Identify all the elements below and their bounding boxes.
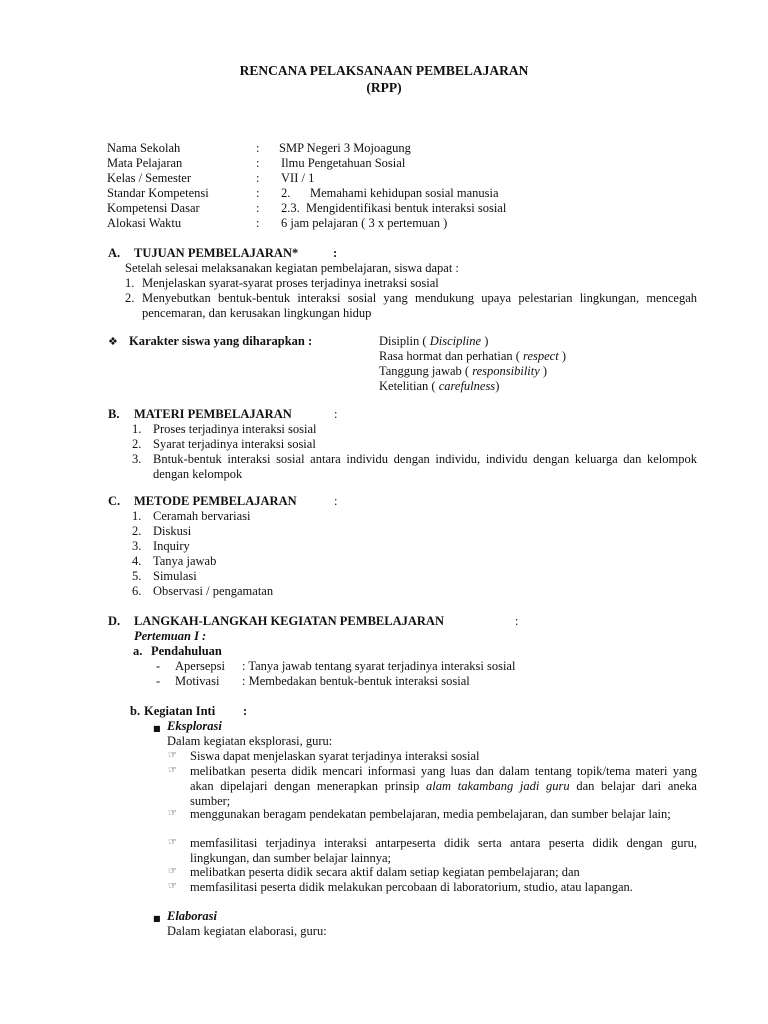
identity-colon: : xyxy=(256,141,260,155)
document-subtitle: (RPP) xyxy=(366,80,402,95)
eksplorasi-item: memfasilitasi terjadinya interaksi antarpeserta didik serta antara peserta didik dengan guru, lingkungan, dan sumber belajar lainnya; xyxy=(190,836,697,865)
identity-value: SMP Negeri 3 Mojoagung xyxy=(279,141,411,155)
section-intro: Setelah selesai melaksanakan kegiatan pembelajaran, siswa dapat : xyxy=(125,261,459,275)
section-heading: METODE PEMBELAJARAN xyxy=(134,494,297,508)
sub-letter: b. xyxy=(130,704,141,718)
karakter-item: Disiplin ( Discipline ) xyxy=(379,334,489,348)
karakter-heading: Karakter siswa yang diharapkan : xyxy=(129,334,313,348)
eksplorasi-item: Siswa dapat menjelaskan syarat terjadinya interaksi sosial xyxy=(190,749,480,763)
list-item: Bntuk-bentuk interaksi sosial antara individu dengan individu, individu dengan keluarga dan kelompok dengan kelompok xyxy=(153,452,697,481)
identity-colon: : xyxy=(256,216,260,230)
section-colon: : xyxy=(333,246,338,260)
square-bullet-icon: ■ xyxy=(153,724,161,733)
list-item: Ceramah bervariasi xyxy=(153,509,251,523)
identity-value: Mengidentifikasi bentuk interaksi sosial xyxy=(306,201,507,215)
eksplorasi-item: melibatkan peserta didik secara aktif dalam setiap kegiatan pembelajaran; dan xyxy=(190,865,580,879)
list-item: Diskusi xyxy=(153,524,192,538)
list-number: 2. xyxy=(132,437,142,451)
list-item: Simulasi xyxy=(153,569,197,583)
document-title: RENCANA PELAKSANAAN PEMBELAJARAN xyxy=(239,63,529,78)
list-item: Menjelaskan syarat-syarat proses terjadinya inetraksi sosial xyxy=(142,276,439,290)
list-number: 3. xyxy=(132,452,142,466)
identity-colon: : xyxy=(256,201,260,215)
pertemuan-label: Pertemuan I : xyxy=(134,629,207,643)
karakter-item: Ketelitian ( carefulness) xyxy=(379,379,500,393)
section-heading: TUJUAN PEMBELAJARAN* xyxy=(134,246,299,260)
list-item: Syarat terjadinya interaksi sosial xyxy=(153,437,316,451)
identity-label: Kompetensi Dasar xyxy=(107,201,200,215)
section-colon: : xyxy=(515,614,519,628)
pointing-hand-icon: ☞ xyxy=(168,808,177,819)
section-letter: A. xyxy=(108,246,121,260)
section-letter: C. xyxy=(108,494,121,508)
identity-label: Alokasi Waktu xyxy=(107,216,182,230)
pendahuluan-text: : Tanya jawab tentang syarat terjadinya interaksi sosial xyxy=(242,659,516,673)
elaborasi-intro: Dalam kegiatan elaborasi, guru: xyxy=(167,924,327,938)
section-letter: B. xyxy=(108,407,120,421)
pointing-hand-icon: ☞ xyxy=(168,866,177,877)
list-number: 4. xyxy=(132,554,142,568)
identity-label: Kelas / Semester xyxy=(107,171,192,185)
sub-colon: : xyxy=(243,704,248,718)
eksplorasi-item: melibatkan peserta didik mencari informasi yang luas dan dalam tentang topik/tema materi yang akan dipelajari dengan menerapkan prinsip alam takambang jadi guru dan belajar dari aneka sumber; xyxy=(190,764,697,808)
karakter-item: Tanggung jawab ( responsibility ) xyxy=(379,364,548,378)
identity-colon: : xyxy=(256,171,260,185)
pendahuluan-label: Apersepsi xyxy=(175,659,225,673)
list-item: Tanya jawab xyxy=(153,554,217,568)
identity-colon: : xyxy=(256,186,260,200)
list-number: 3. xyxy=(132,539,142,553)
list-number: 1. xyxy=(132,422,142,436)
eksplorasi-intro: Dalam kegiatan eksplorasi, guru: xyxy=(167,734,333,748)
list-number: 1. xyxy=(125,276,135,290)
section-letter: D. xyxy=(108,614,121,628)
pointing-hand-icon: ☞ xyxy=(168,765,177,776)
elaborasi-heading: Elaborasi xyxy=(167,909,218,923)
list-number: 6. xyxy=(132,584,142,598)
dash-bullet: - xyxy=(156,674,161,688)
square-bullet-icon: ■ xyxy=(153,914,161,923)
list-item: Observasi / pengamatan xyxy=(153,584,274,598)
dash-bullet: - xyxy=(156,659,161,673)
list-item: Inquiry xyxy=(153,539,190,553)
pointing-hand-icon: ☞ xyxy=(168,881,177,892)
sub-heading: Pendahuluan xyxy=(151,644,222,658)
identity-value: VII / 1 xyxy=(281,171,315,185)
eksplorasi-item: menggunakan beragam pendekatan pembelajaran, media pembelajaran, dan sumber belajar lain; xyxy=(190,807,671,821)
identity-label: Nama Sekolah xyxy=(107,141,181,155)
eksplorasi-heading: Eksplorasi xyxy=(167,719,222,733)
section-heading: LANGKAH-LANGKAH KEGIATAN PEMBELAJARAN xyxy=(134,614,444,628)
section-heading: MATERI PEMBELAJARAN xyxy=(134,407,292,421)
eksplorasi-item: memfasilitasi peserta didik melakukan percobaan di laboratorium, studio, atau lapangan. xyxy=(190,880,633,894)
identity-value: Ilmu Pengetahuan Sosial xyxy=(281,156,406,170)
list-item: Menyebutkan bentuk-bentuk interaksi sosial yang mendukung upaya pelestarian lingkungan, mencegah pencemaran, dan kerusakan lingkungan hidup xyxy=(142,291,697,320)
sub-heading: Kegiatan Inti xyxy=(144,704,216,718)
section-colon: : xyxy=(334,494,338,508)
identity-label: Mata Pelajaran xyxy=(107,156,183,170)
pendahuluan-text: : Membedakan bentuk-bentuk interaksi sosial xyxy=(242,674,470,688)
pointing-hand-icon: ☞ xyxy=(168,837,177,848)
list-number: 1. xyxy=(132,509,142,523)
list-number: 2. xyxy=(132,524,142,538)
identity-number: 2. xyxy=(281,186,291,200)
pointing-hand-icon: ☞ xyxy=(168,750,177,761)
identity-number: 2.3. xyxy=(281,201,300,215)
sub-letter: a. xyxy=(133,644,143,658)
identity-value: Memahami kehidupan sosial manusia xyxy=(310,186,499,200)
pendahuluan-label: Motivasi xyxy=(175,674,220,688)
section-colon: : xyxy=(334,407,338,421)
list-number: 5. xyxy=(132,569,142,583)
list-item: Proses terjadinya interaksi sosial xyxy=(153,422,317,436)
identity-label: Standar Kompetensi xyxy=(107,186,209,200)
identity-value: 6 jam pelajaran ( 3 x pertemuan ) xyxy=(281,216,448,230)
diamond-bullet-icon: ❖ xyxy=(108,335,118,348)
karakter-item: Rasa hormat dan perhatian ( respect ) xyxy=(379,349,566,363)
list-number: 2. xyxy=(125,291,135,305)
identity-colon: : xyxy=(256,156,260,170)
